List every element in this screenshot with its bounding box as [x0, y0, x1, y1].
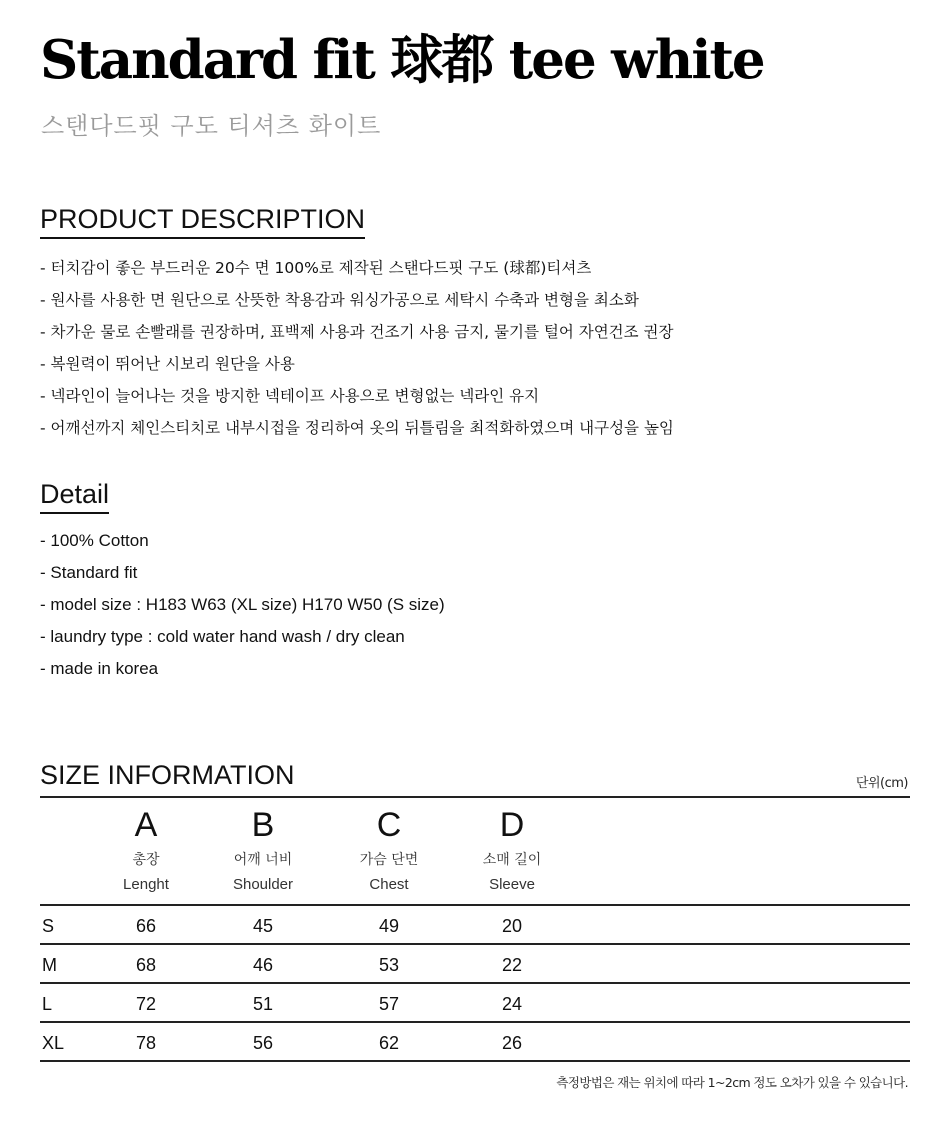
description-line: - 차가운 물로 손빨래를 권장하며, 표백제 사용과 건조기 사용 금지, 물기를 털어 자연건조 권장	[40, 323, 674, 341]
size-label: M	[42, 955, 57, 975]
detail-line: - made in korea	[40, 659, 159, 678]
column-letter: C	[376, 806, 402, 844]
table-cell: 57	[378, 994, 400, 1014]
table-row	[40, 984, 910, 1022]
detail-line: - 100% Cotton	[40, 531, 149, 550]
table-top-rule	[40, 796, 910, 798]
table-bottom-rule	[40, 1060, 910, 1062]
description-line: - 넥라인이 늘어나는 것을 방지한 넥테이프 사용으로 변형없는 넥라인 유지	[40, 387, 540, 405]
column-letter: B	[251, 806, 275, 844]
detail-list	[40, 531, 445, 691]
column-header-d	[452, 808, 572, 893]
table-cell: 22	[501, 955, 523, 975]
column-label-en: Shoulder	[232, 876, 294, 893]
detail-line: - Standard fit	[40, 563, 138, 582]
table-cell: 24	[501, 994, 523, 1014]
table-cell: 51	[252, 994, 274, 1014]
table-cell: 45	[252, 916, 274, 936]
column-label-ko: 어깨 너비	[233, 852, 293, 868]
table-cell: 26	[501, 1033, 523, 1053]
detail-heading: Detail	[40, 481, 109, 514]
table-cell: 20	[501, 916, 523, 936]
table-cell: 72	[135, 994, 157, 1014]
column-letter: A	[134, 806, 158, 844]
table-row	[40, 906, 910, 944]
description-line: - 터치감이 좋은 부드러운 20수 면 100%로 제작된 스탠다드핏 구도 (球都)티셔츠	[40, 259, 592, 277]
description-line: - 어깨선까지 체인스티치로 내부시접을 정리하여 옷의 뒤틀림을 최적화하였으며 내구성을 높임	[40, 419, 674, 437]
measurement-note: 측정방법은 재는 위치에 따라 1~2cm 정도 오차가 있을 수 있습니다.	[556, 1075, 908, 1090]
description-line: - 원사를 사용한 면 원단으로 산뜻한 착용감과 워싱가공으로 세탁시 수축과 변형을 최소화	[40, 291, 639, 309]
product-subtitle: 스탠다드핏 구도 티셔츠 화이트	[41, 112, 382, 140]
size-label: L	[42, 994, 53, 1014]
column-header-c	[329, 808, 449, 893]
table-cell: 66	[135, 916, 157, 936]
detail-line: - laundry type : cold water hand wash / dry clean	[40, 627, 405, 646]
table-row	[40, 945, 910, 983]
column-label-ko: 소매 길이	[482, 852, 542, 868]
table-cell: 46	[252, 955, 274, 975]
size-label: S	[42, 916, 55, 936]
product-title: Standard fit 球都 tee white	[40, 29, 764, 91]
column-label-en: Chest	[369, 876, 409, 893]
column-label-en: Sleeve	[489, 876, 535, 893]
detail-line: - model size : H183 W63 (XL size) H170 W50 (S size)	[40, 595, 445, 614]
table-row	[40, 1023, 910, 1061]
table-cell: 53	[378, 955, 400, 975]
size-information-heading: SIZE INFORMATION	[40, 760, 295, 790]
column-label-ko: 총장	[132, 852, 160, 868]
table-cell: 49	[378, 916, 400, 936]
column-header-a	[86, 808, 206, 893]
table-cell: 78	[135, 1033, 157, 1053]
description-line: - 복원력이 뛰어난 시보리 원단을 사용	[40, 355, 295, 373]
table-cell: 68	[135, 955, 157, 975]
column-label-ko: 가슴 단면	[359, 852, 419, 868]
product-description-heading: PRODUCT DESCRIPTION	[40, 206, 365, 239]
table-cell: 56	[252, 1033, 274, 1053]
column-label-en: Lenght	[123, 876, 169, 893]
table-cell: 62	[378, 1033, 400, 1053]
product-description-list	[40, 258, 674, 450]
size-unit-label: 단위(cm)	[855, 776, 908, 791]
size-label: XL	[42, 1033, 65, 1053]
column-letter: D	[499, 806, 525, 844]
column-header-b	[203, 808, 323, 893]
